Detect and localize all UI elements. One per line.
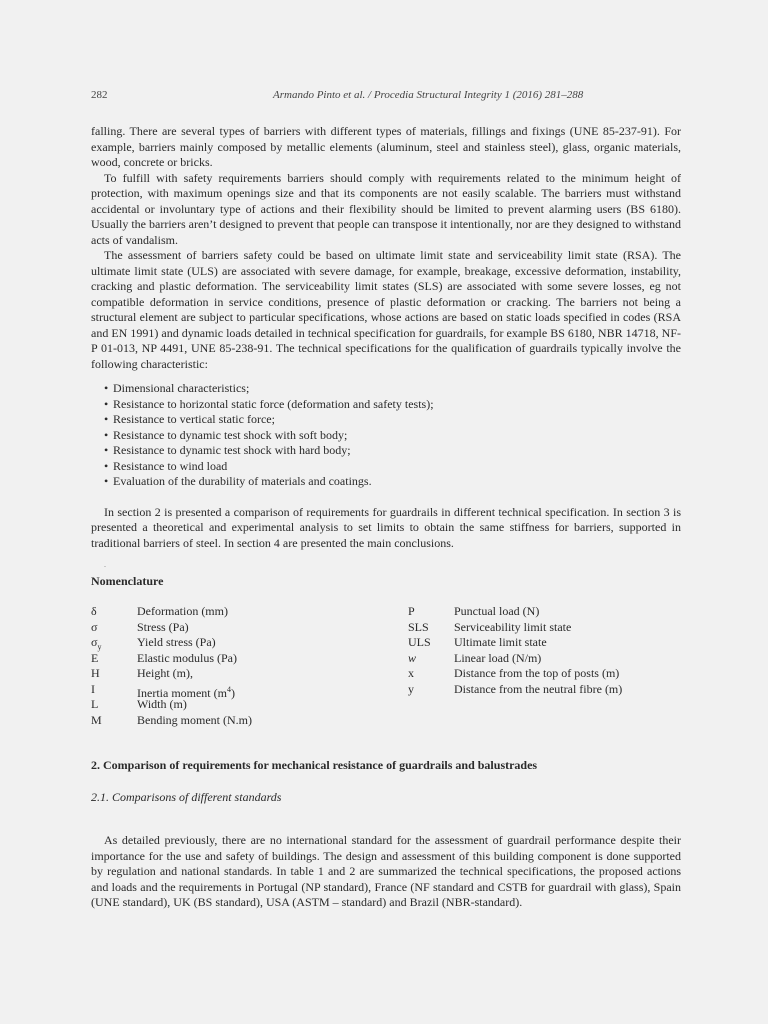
bullet-glyph: • [104,381,109,395]
symbol: H [91,666,100,680]
symbol: E [91,650,99,665]
symbol: L [91,697,99,711]
characteristics-list [104,381,681,490]
bullet-glyph: • [104,427,109,442]
nomenclature-row [408,682,688,698]
stray-mark: . [104,560,106,569]
symbol-description: Ultimate limit state [454,635,547,649]
symbol: σ [91,619,98,634]
list-item: • Resistance to dynamic test shock with hard body; [104,443,351,457]
paragraph: As detailed previously, there are no international standard for the assessment of guardrail performance despite their importance for the use and safety of buildings. The design and assessment of this building component is done supported by regulation and national standards. In table 1 and 2 are summarized the technical specifications, the proposed actions and loads and the requirements in Portugal (NP standard), France (NF standard and CSTB for guardrail with glass), Spain (UNE standard), UK (BS standard), USA (ASTM – standard) and Brazil (NBR-standard). [91,833,681,909]
nomenclature-right-column [408,604,688,697]
symbol-description: Inertia moment $(m^4)$ [137,684,235,700]
nomenclature-row [408,651,688,667]
symbol-description: Distance from the top of posts (m) [454,666,620,680]
running-title: Armando Pinto et al. / Procedia Structural Integrity 1 (2016) 281–288 [273,89,584,101]
symbol-description: Serviceability limit state [454,619,572,634]
page-number: 282 [91,89,108,101]
bullet-glyph: • [104,474,109,488]
paragraph: The assessment of barriers safety could be based on ultimate limit state and serviceability limit state (RSA). The ultimate limit state (ULS) are associated with severe damage, for example, breakage, excessive deformation, instability, cracking and plastic deformation. The serviceability limit states (SLS) are associated with some severe losses, eg not compatible deformation in service conditions, presence of plastic deformation or cracking. The barriers not being a structural element are subject to particular specifications, whose actions are based on static loads specified in codes (RSA and EN 1991) and dynamic loads detailed in technical specification for guardrails, for example BS 6180, NBR 14718, NF-P 01-013, NP 4491, UNE 85-238-91. The technical specifications for the qualification of guardrails typically involve the following characteristic: [91,248,681,371]
list-item: • Dimensional characteristics; [104,381,250,395]
symbol-description: Bending moment (N.m) [137,712,252,727]
nomenclature-row [91,682,391,698]
symbol: x [408,666,414,680]
symbol: M [91,712,102,727]
symbol-description: Elastic modulus (Pa) [137,650,237,665]
symbol-description: Stress (Pa) [137,619,189,634]
nomenclature-row [91,604,391,620]
symbol: $\sigma_y$ [91,635,102,652]
nomenclature-row [91,635,391,651]
body-text [91,124,681,551]
symbol: y [408,681,414,696]
nomenclature-row [91,651,391,667]
symbol-description: Distance from the neutral fibre (m) [454,681,623,696]
paragraph: To fulfill with safety requirements barriers should comply with requirements related to the minimum height of protection, with maximum openings size and that its components are not easily scalable. The barriers must withstand accidental or involuntary type of actions and their flexibility should be limited to prevent alarming users (BS 6180). Usually the barriers aren’t designed to prevent that people can transpose it intentionally, nor are they designed to withstand acts of vandalism. [91,170,681,247]
symbol-description: Linear load (N/m) [454,650,542,665]
list-item: • Resistance to wind load [104,458,228,473]
section-heading: 2. Comparison of requirements for mechanical resistance of guardrails and balustrades [91,758,538,772]
symbol-description: Yield stress (Pa) [137,635,216,649]
list-item: • Resistance to horizontal static force (deformation and safety tests); [104,396,434,411]
nomenclature-left-column [91,604,391,728]
nomenclature-row [91,620,391,636]
list-item: • Evaluation of the durability of materials and coatings. [104,474,372,488]
symbol: I [91,681,95,696]
symbol: w [408,650,417,665]
symbol-description: Width (m) [137,697,187,711]
symbol: SLS [408,619,429,634]
paragraph: falling. There are several types of barriers with different types of materials, fillings and fixings (UNE 85-237-91). For example, barriers mainly composed by metallic elements (aluminum, steel and stainless steel), glass, organic materials, wood, concrete or bricks. [91,124,681,169]
nomenclature-row [408,666,688,682]
symbol-description: Height (m), [137,666,193,680]
list-item: • Resistance to vertical static force; [104,412,275,426]
nomenclature-row [91,666,391,682]
bullet-glyph: • [104,443,109,457]
nomenclature-row [408,635,688,651]
nomenclature-row [408,604,688,620]
bullet-glyph: • [104,396,109,411]
symbol-description: Punctual load (N) [454,604,540,618]
symbol: P [408,604,415,618]
symbol-description: Deformation (mm) [137,604,228,618]
subsection-heading: 2.1. Comparisons of different standards [91,790,282,804]
nomenclature-title: Nomenclature [91,574,164,588]
symbol: δ [91,604,97,618]
bullet-glyph: • [104,458,109,473]
bullet-glyph: • [104,412,109,426]
symbol: ULS [408,635,431,649]
nomenclature-row [91,697,391,713]
nomenclature-row [91,713,391,729]
list-item: • Resistance to dynamic test shock with soft body; [104,427,348,442]
paragraph: In section 2 is presented a comparison of requirements for guardrails in different technical specification. In section 3 is presented a theoretical and experimental analysis to set limits to obtain the same stiffness for barriers, supported in traditional barriers of steel. In section 4 are presented the main conclusions. [91,504,681,550]
nomenclature-row [408,620,688,636]
